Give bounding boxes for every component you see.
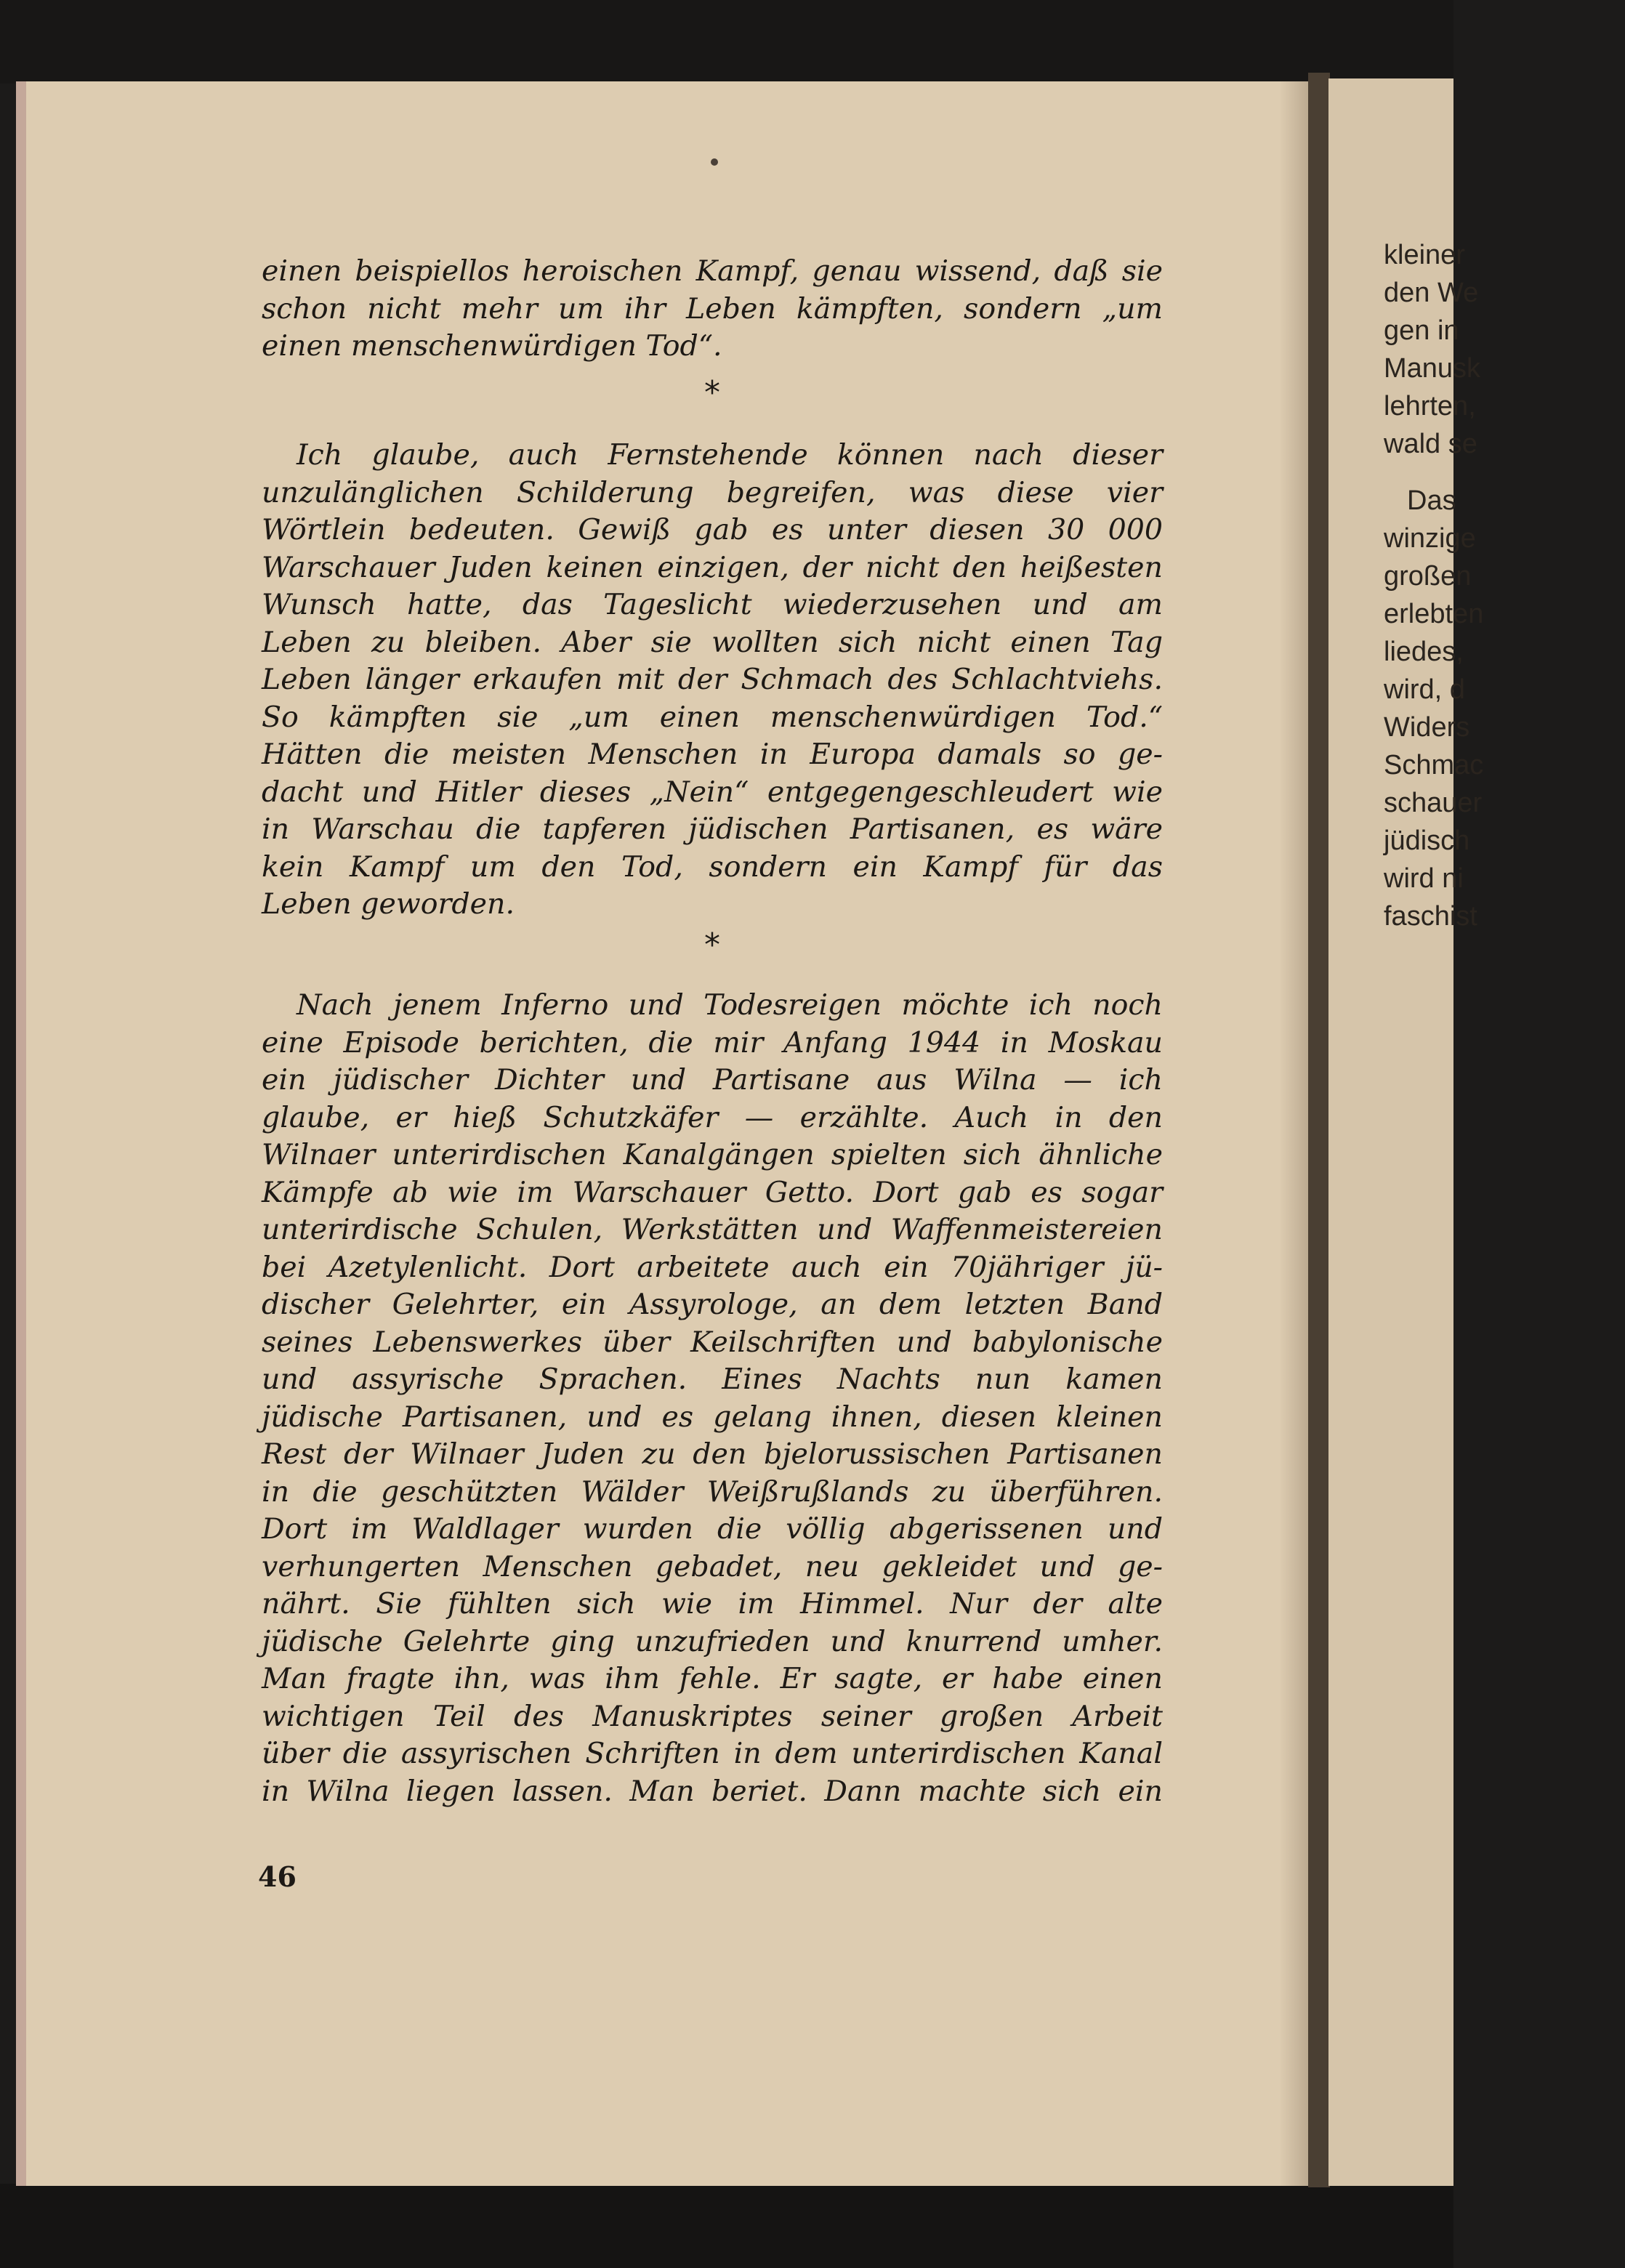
text-line: Leben zu bleiben. Aber sie wollten sich nicht einen Tag — [262, 625, 1163, 659]
text-line: Wunsch hatte, das Tageslicht wiederzusehen und am — [262, 588, 1163, 621]
text-line: Wilnaer unterirdischen Kanalgängen spielten sich ähnliche — [262, 1138, 1163, 1171]
text-line: dacht und Hitler dieses „Nein“ entgegengeschleudert wie — [262, 775, 1163, 809]
text-line: verhungerten Menschen gebadet, neu gekleidet und ge- — [262, 1549, 1163, 1583]
paragraph-3 — [262, 987, 1163, 1810]
text-line: glaube, er hieß Schutzkäfer — erzählte. Auch in den — [262, 1100, 1163, 1134]
section-separator: * — [704, 927, 720, 964]
text-line: Ich glaube, auch Fernstehende können nach dieser — [297, 438, 1163, 472]
text-line: nährt. Sie fühlten sich wie im Himmel. Nur der alte — [262, 1587, 1163, 1621]
paragraph-2 — [262, 437, 1163, 924]
text-line: schon nicht mehr um ihr Leben kämpften, sondern „um — [262, 291, 1163, 326]
book-gutter — [1308, 73, 1330, 2187]
facing-line: Das — [1407, 485, 1456, 516]
facing-line: wald se — [1384, 429, 1477, 459]
book-page-right — [1328, 78, 1484, 2186]
text-line: jüdische Gelehrte ging unzufrieden und knurrend umher. — [262, 1624, 1163, 1658]
background-bottom — [0, 2184, 1453, 2268]
text-line: Rest der Wilnaer Juden zu den bjelorussischen Partisanen — [262, 1437, 1163, 1471]
text-line: ein jüdischer Dichter und Partisane aus Wilna — ich — [262, 1063, 1163, 1097]
facing-line: Manusk — [1384, 353, 1481, 384]
text-line: bei Azetylenlicht. Dort arbeitete auch ein 70jähriger jü- — [262, 1250, 1163, 1284]
text-line: Nach jenem Inferno und Todesreigen möchte ich noch — [297, 988, 1163, 1022]
section-separator: * — [704, 374, 720, 411]
facing-line: den We — [1384, 278, 1479, 308]
facing-line: winzige — [1384, 523, 1476, 554]
facing-line: faschist — [1384, 901, 1477, 932]
text-line: Dort im Waldlager wurden die völlig abgerissenen und — [262, 1512, 1163, 1546]
text-line: in Warschau die tapferen jüdischen Partisanen, es wäre — [262, 812, 1163, 846]
background-top — [0, 0, 1453, 84]
text-line: jüdische Partisanen, und es gelang ihnen, diesen kleinen — [262, 1400, 1163, 1434]
text-line: und assyrische Sprachen. Eines Nachts nun kamen — [262, 1363, 1163, 1396]
facing-line: liedes, — [1384, 637, 1464, 667]
facing-line: jüdisch — [1384, 826, 1470, 856]
text-line: So kämpften sie „um einen menschenwürdigen Tod.“ — [262, 700, 1163, 734]
text-line: unterirdische Schulen, Werkstätten und Waffenmeistereien — [262, 1213, 1163, 1246]
facing-line: wird, d — [1384, 674, 1465, 705]
facing-line: lehrten, — [1384, 391, 1476, 421]
text-line: Man fragte ihn, was ihm fehle. Er sagte, er habe einen — [262, 1662, 1163, 1695]
page-number: 46 — [258, 1860, 297, 1893]
text-line: Hätten die meisten Menschen in Europa damals so ge- — [262, 738, 1163, 771]
text-line: Kämpfe ab wie im Warschauer Getto. Dort gab es sogar — [262, 1175, 1163, 1209]
facing-line: Widers — [1384, 712, 1470, 743]
facing-line: kleiner — [1384, 240, 1465, 270]
text-line: in die geschützten Wälder Weißrußlands zu überführen. — [262, 1474, 1163, 1509]
facing-line: wird ni — [1384, 863, 1464, 894]
text-line: Warschauer Juden keinen einzigen, der nicht den heißesten — [262, 550, 1163, 584]
text-line: Wörtlein bedeuten. Gewiß gab es unter diesen 30 000 — [262, 513, 1163, 546]
facing-line: erlebten — [1384, 599, 1484, 629]
facing-line: großen — [1384, 561, 1472, 592]
text-line: seines Lebenswerkes über Keilschriften und babylonische — [262, 1325, 1163, 1359]
facing-line: gen in — [1384, 315, 1459, 346]
text-line: discher Gelehrter, ein Assyrologe, an dem letzten Band — [262, 1288, 1163, 1321]
text-line: einen beispiellos heroischen Kampf, genau wissend, daß sie — [262, 254, 1163, 288]
page-speck — [711, 158, 718, 166]
text-line: kein Kampf um den Tod, sondern ein Kampf für das — [262, 850, 1163, 884]
text-line: über die assyrischen Schriften in dem unterirdischen Kanal — [262, 1737, 1163, 1770]
text-line: Leben länger erkaufen mit der Schmach des Schlachtviehs. — [262, 663, 1163, 696]
text-line: unzulänglichen Schilderung begreifen, was diese vier — [262, 475, 1163, 509]
paragraph-1 — [262, 253, 1163, 366]
text-line: in Wilna liegen lassen. Man beriet. Dann machte sich ein — [262, 1774, 1163, 1808]
text-line: Leben geworden. — [262, 887, 515, 921]
text-line: eine Episode berichten, die mir Anfang 1944 in Moskau — [262, 1025, 1163, 1060]
facing-line: Schmac — [1384, 750, 1484, 780]
text-line: einen menschenwürdigen Tod“. — [262, 329, 722, 363]
facing-line: schauer — [1384, 788, 1483, 818]
text-line: wichtigen Teil des Manuskriptes seiner großen Arbeit — [262, 1699, 1163, 1733]
